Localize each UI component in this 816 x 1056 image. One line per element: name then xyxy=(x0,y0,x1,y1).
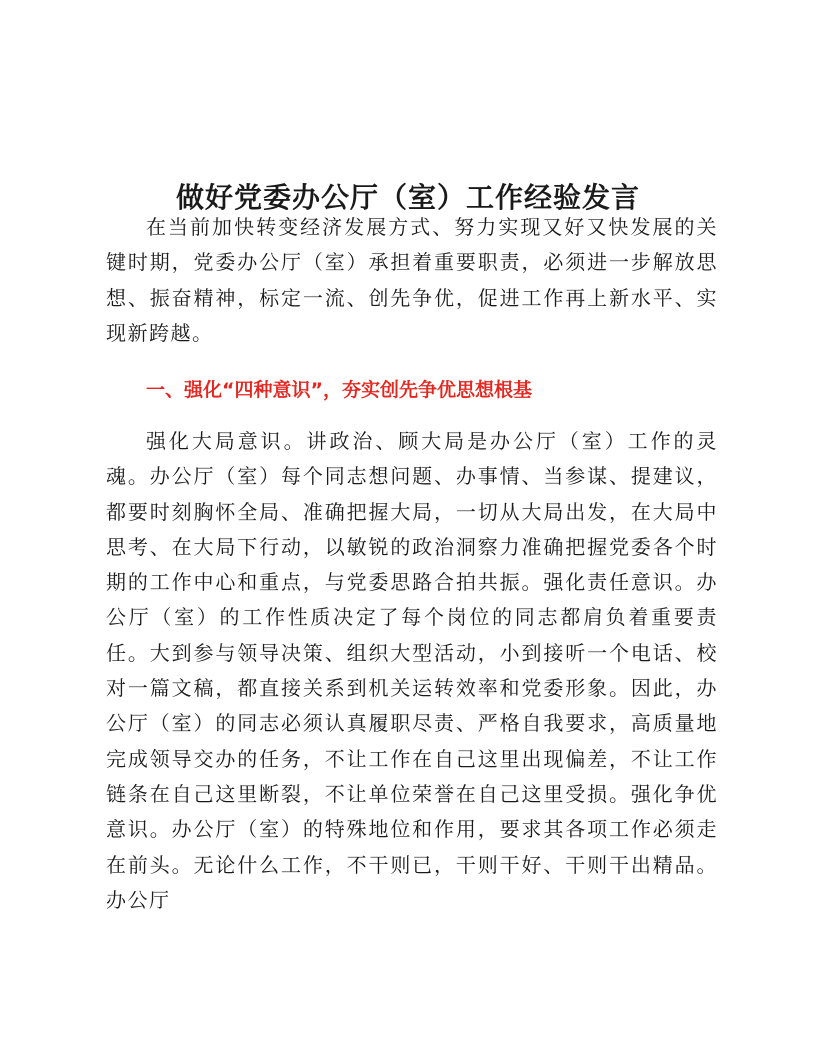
section-body-paragraph: 强化大局意识。讲政治、顾大局是办公厅（室）工作的灵魂。办公厅（室）每个同志想问题、办事情、当参谋、提建议，都要时刻胸怀全局、准确把握大局，一切从大局出发，在大局中思考、在大局下行动，以敏锐的政治洞察力准确把握党委各个时期的工作中心和重点，与党委思路合拍共振。强化责任意识。办公厅（室）的工作性质决定了每个岗位的同志都肩负着重要责任。大到参与领导决策、组织大型活动，小到接听一个电话、校对一篇文稿，都直接关系到机关运转效率和党委形象。因此，办公厅（室）的同志必须认真履职尽责、严格自我要求，高质量地完成领导交办的任务，不让工作在自己这里出现偏差，不让工作链条在自己这里断裂，不让单位荣誉在自己这里受损。强化争优意识。办公厅（室）的特殊地位和作用，要求其各项工作必须走在前头。无论什么工作，不干则已，干则干好、干则干出精品。办公厅 xyxy=(106,429,718,912)
section-heading: 一、强化“四种意识”，夯实创先争优思想根基 xyxy=(146,379,532,401)
document-title: 做好党委办公厅（室）工作经验发言 xyxy=(175,180,640,214)
intro-paragraph: 在当前加快转变经济发展方式、努力实现又好又快发展的关键时期，党委办公厅（室）承担着重要职责，必须进一步解放思想、振奋精神，标定一流、创先争优，促进工作再上新水平、实现新跨越。 xyxy=(106,215,718,345)
